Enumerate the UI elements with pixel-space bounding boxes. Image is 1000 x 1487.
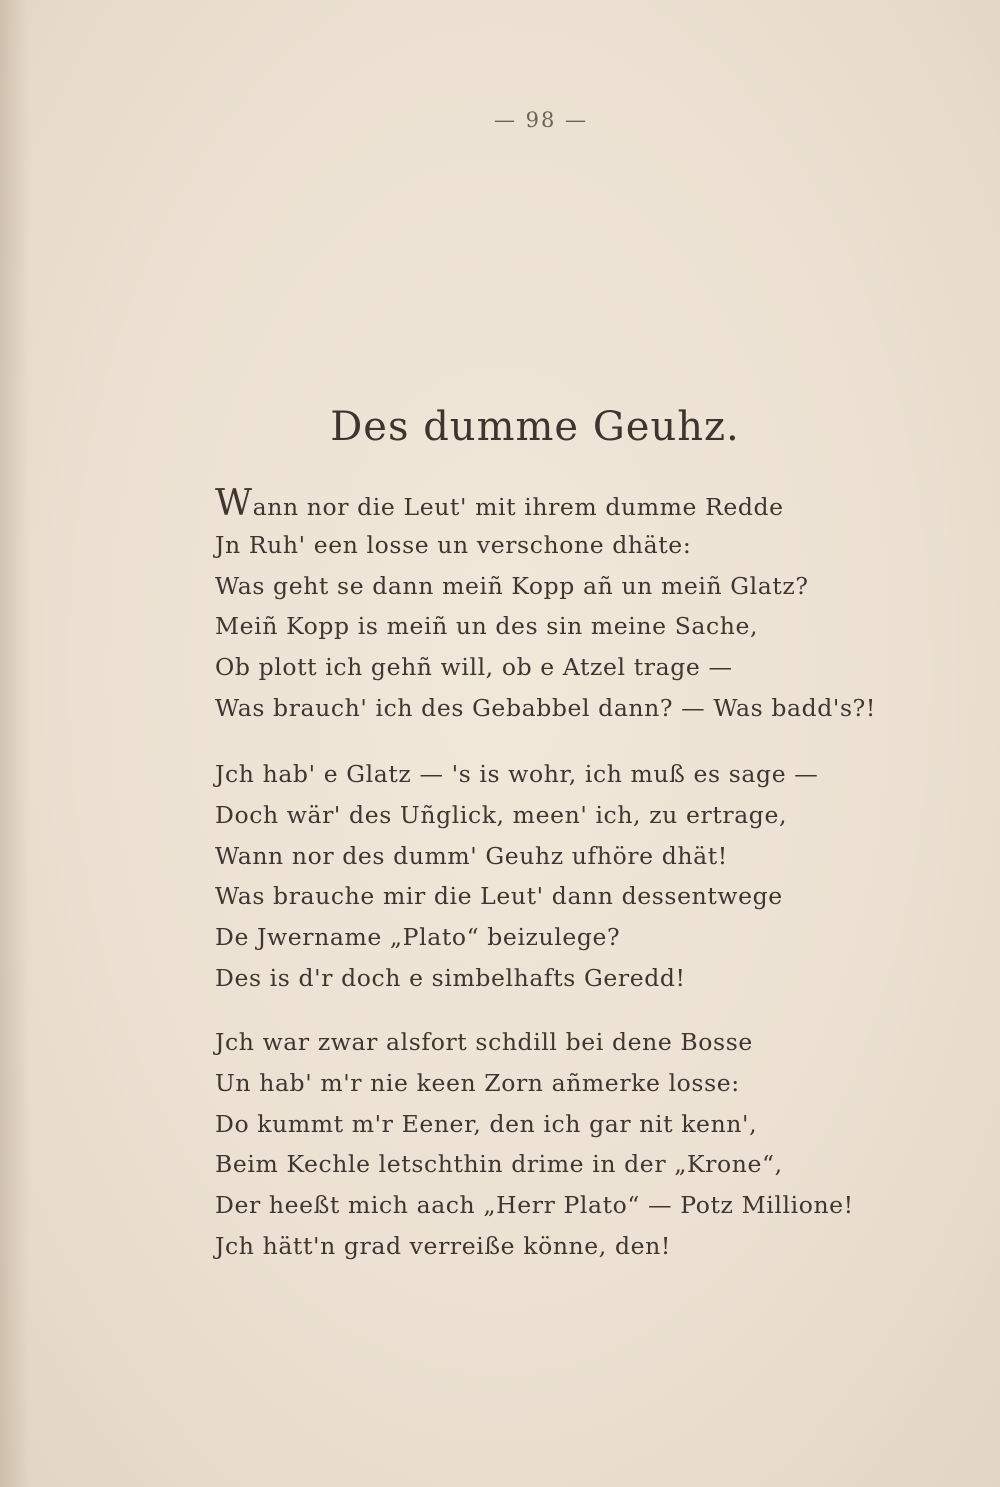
- poem-line: Was brauche mir die Leut' dann dessentwege: [215, 882, 783, 911]
- page-edge-shadow: [0, 0, 30, 1487]
- poem-line: Jch hab' e Glatz — 's is wohr, ich muß es sage —: [215, 760, 819, 788]
- poem-line: Ob plott ich gehñ will, ob e Atzel trage —: [215, 653, 733, 682]
- poem-line: Doch wär' des Uñglick, meen' ich, zu ertrage,: [215, 800, 788, 829]
- poem-line: Des is d'r doch e simbelhafts Geredd!: [215, 963, 686, 992]
- poem-line: Was geht se dann meiñ Kopp añ un meiñ Glatz?: [215, 571, 809, 600]
- page-curl: [0, 1411, 68, 1487]
- poem-title: Des dumme Geuhz.: [330, 404, 740, 450]
- poem-line: Jch hätt'n grad verreiße könne, den!: [215, 1231, 671, 1260]
- stanza-3: [215, 1022, 895, 1267]
- poem-line: Wann nor die Leut' mit ihrem dumme Redde: [215, 483, 784, 524]
- poem-line: Jn Ruh' een losse un verschone dhäte:: [215, 530, 692, 559]
- poem-line: Was brauch' ich des Gebabbel dann? — Was badd's?!: [215, 693, 876, 722]
- poem-line: De Jwername „Plato“ beizulege?: [215, 923, 621, 952]
- stanza-1: [215, 484, 895, 729]
- poem-line: Jch war zwar alsfort schdill bei dene Bosse: [215, 1028, 753, 1056]
- poem-line: Der heeßt mich aach „Herr Plato“ — Potz Millione!: [215, 1191, 854, 1220]
- poem-line: Meiñ Kopp is meiñ un des sin meine Sache,: [215, 612, 759, 641]
- poem-line: Do kummt m'r Eener, den ich gar nit kenn',: [215, 1109, 758, 1138]
- poem-line: Wann nor des dumm' Geuhz ufhöre dhät!: [215, 841, 728, 870]
- poem-line: Beim Kechle letschthin drime in der „Krone“,: [215, 1150, 783, 1179]
- stanza-2: [215, 754, 895, 999]
- poem-line: Un hab' m'r nie keen Zorn añmerke losse:: [215, 1068, 740, 1097]
- page-number: — 98 —: [493, 108, 589, 132]
